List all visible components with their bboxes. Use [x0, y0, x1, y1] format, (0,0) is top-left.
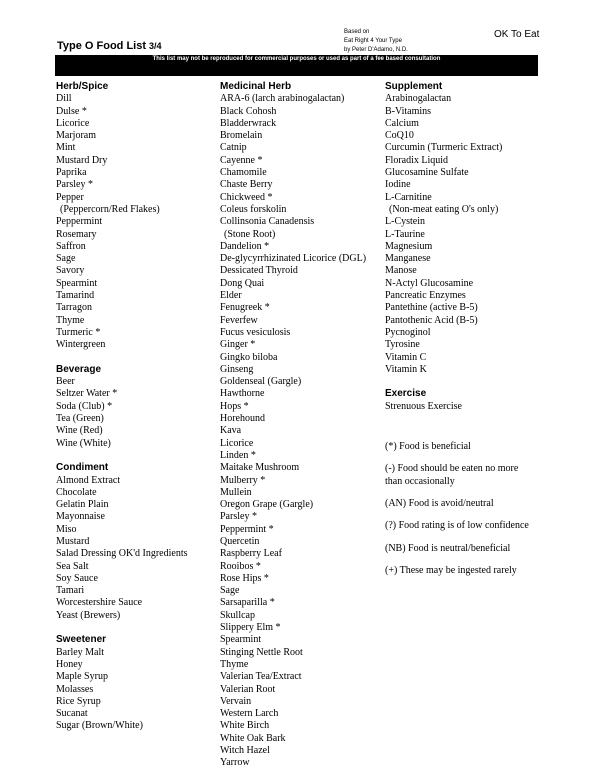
list-item: Feverfew	[220, 314, 258, 326]
copyright-banner: This list may not be reproduced for commercial purposes or used as part of a fee based consultation	[55, 55, 538, 76]
list-item: Licorice	[56, 117, 90, 129]
list-item: Pepper	[56, 191, 84, 203]
column-3-sections	[385, 81, 535, 413]
list-item: Pantothenic Acid (B-5)	[385, 314, 478, 326]
list-item: Mulberry *	[220, 474, 266, 486]
list-item: Dandelion *	[220, 240, 270, 252]
section-sweetener	[56, 634, 216, 732]
list-item: Black Cohosh	[220, 105, 277, 117]
list-item: B-Vitamins	[385, 105, 432, 117]
list-item: Saffron	[56, 240, 86, 252]
list-item: Goldenseal (Gargle)	[220, 376, 302, 388]
list-item: L-Taurine	[385, 228, 425, 240]
list-item: Dill	[56, 93, 72, 105]
list-item: Dong Quai	[220, 277, 265, 289]
list-item: Kava	[220, 425, 242, 437]
list-item: Chamomile	[220, 167, 267, 179]
list-item: L-Cystein	[385, 216, 425, 228]
section-heading: Supplement	[385, 81, 443, 92]
list-item: Parsley *	[220, 511, 257, 523]
list-item: Rice Syrup	[56, 695, 101, 707]
list-item: Pycnoginol	[385, 326, 431, 338]
list-item: CoQ10	[385, 130, 414, 142]
list-item: Fenugreek *	[220, 302, 270, 314]
list-item: Maple Syrup	[56, 671, 108, 683]
list-item: Bladderwrack	[220, 117, 277, 129]
list-item: Elder	[220, 290, 242, 302]
list-item: Sage	[220, 585, 240, 597]
section-beverage	[56, 364, 216, 450]
column-2	[220, 81, 382, 782]
list-item: Tarragon	[56, 302, 92, 314]
list-item: Peppermint	[56, 216, 103, 228]
section-condiment	[56, 462, 216, 622]
list-item: Sucanat	[56, 708, 88, 720]
legend-note: (+) These may be ingested rarely	[385, 564, 517, 576]
section-medicinal-herb	[220, 81, 382, 770]
list-item: Peppermint *	[220, 523, 274, 535]
based-on-line: by Peter D'Adamo, N.D.	[344, 47, 408, 53]
list-item: Coleus forskolin	[220, 203, 287, 215]
list-item: Soy Sauce	[56, 572, 98, 584]
section-heading: Exercise	[385, 388, 427, 400]
list-item: Witch Hazel	[220, 745, 270, 757]
section-heading: Beverage	[56, 363, 102, 375]
list-item: Seltzer Water *	[56, 388, 118, 400]
ok-to-eat-label: OK To Eat	[494, 29, 540, 40]
column-1	[56, 81, 216, 745]
list-item: (Stone Root)	[224, 228, 276, 240]
list-item: Ginseng	[220, 363, 254, 375]
section-supplement	[385, 81, 535, 376]
list-item: Spearmint	[56, 277, 98, 289]
list-item: Bromelain	[220, 130, 263, 142]
list-item: Yarrow	[220, 757, 250, 769]
section-heading: Condiment	[56, 462, 109, 474]
list-item: Thyme	[220, 658, 249, 670]
list-item: Barley Malt	[56, 646, 105, 658]
list-item: Mustard	[56, 535, 90, 547]
list-item: Yeast (Brewers)	[56, 609, 121, 621]
list-item: White Oak Bark	[220, 732, 286, 744]
list-item: White Birch	[220, 720, 270, 732]
list-item: Rooibos *	[220, 560, 261, 572]
legend	[385, 441, 535, 577]
list-item: Almond Extract	[56, 474, 121, 486]
list-item: Valerian Root	[220, 683, 276, 695]
list-item: Fucus vesiculosis	[220, 326, 291, 338]
list-item: Mullein	[220, 486, 252, 498]
list-item: Molasses	[56, 683, 94, 695]
list-item: Mustard Dry	[56, 154, 108, 166]
list-item: Sugar (Brown/White)	[56, 720, 143, 732]
legend-note: (AN) Food is avoid/neutral	[385, 497, 494, 509]
list-item: Chaste Berry	[220, 179, 273, 191]
list-item: Rose Hips *	[220, 572, 269, 584]
list-item: Hawthorne	[220, 388, 265, 400]
list-item: Vitamin K	[385, 363, 427, 375]
list-item: Ginger *	[220, 339, 256, 351]
list-item: Spearmint	[220, 634, 262, 646]
legend-note: (*) Food is beneficial	[385, 441, 471, 453]
list-item: Magnesium	[385, 240, 433, 252]
list-item: Wine (White)	[56, 437, 111, 449]
list-item: Glucosamine Sulfate	[385, 167, 469, 179]
list-item: Quercetin	[220, 535, 260, 547]
list-item: Pancreatic Enzymes	[385, 290, 466, 302]
section-heading: Sweetener	[56, 634, 107, 646]
list-item: (Peppercorn/Red Flakes)	[60, 203, 160, 215]
list-item: Curcumin (Turmeric Extract)	[385, 142, 503, 154]
legend-note: (?) Food rating is of low confidence	[385, 520, 529, 532]
list-item: Slippery Elm *	[220, 622, 281, 634]
list-item: Sea Salt	[56, 560, 89, 572]
list-item: Tamari	[56, 585, 85, 597]
list-item: Wintergreen	[56, 339, 106, 351]
section-exercise	[385, 388, 535, 413]
list-item: Collinsonia Canadensis	[220, 216, 315, 228]
list-item: Hops *	[220, 400, 249, 412]
list-item: Horehound	[220, 413, 265, 425]
list-item: Raspberry Leaf	[220, 548, 282, 560]
list-item: Linden *	[220, 449, 256, 461]
legend-note: (NB) Food is neutral/beneficial	[385, 542, 511, 554]
list-item: Gingko biloba	[220, 351, 278, 363]
list-item: N-Actyl Glucosamine	[385, 277, 474, 289]
list-item: Soda (Club) *	[56, 400, 113, 412]
title-text: Type O Food List	[57, 40, 147, 52]
list-item: L-Carnitine	[385, 191, 432, 203]
list-item: Chickweed *	[220, 191, 273, 203]
list-item: Tyrosine	[385, 339, 420, 351]
list-item: Licorice	[220, 437, 254, 449]
list-item: Skullcap	[220, 609, 255, 621]
list-item: Rosemary	[56, 228, 97, 240]
page-number: 3/4	[149, 41, 162, 51]
list-item: (Non-meat eating O's only)	[389, 203, 499, 215]
list-item: Thyme	[56, 314, 85, 326]
list-item: Stinging Nettle Root	[220, 646, 303, 658]
list-item: Valerian Tea/Extract	[220, 671, 302, 683]
list-item: Manganese	[385, 253, 431, 265]
list-item: Arabinogalactan	[385, 93, 452, 105]
section-heading: Herb/Spice	[56, 81, 109, 92]
section-heading: Medicinal Herb	[220, 81, 292, 92]
list-item: Parsley *	[56, 179, 93, 191]
based-on-line: Eat Right 4 Your Type	[344, 38, 402, 44]
list-item: Wine (Red)	[56, 425, 103, 437]
list-item: Gelatin Plain	[56, 499, 109, 511]
legend-note: (-) Food should be eaten no more than occasionally	[385, 463, 519, 487]
based-on-note	[344, 28, 408, 55]
list-item: De-glycyrrhizinated Licorice (DGL)	[220, 253, 367, 265]
column-3	[385, 81, 535, 587]
list-item: Savory	[56, 265, 85, 277]
list-item: Manose	[385, 265, 417, 277]
list-item: Chocolate	[56, 486, 97, 498]
list-item: Sage	[56, 253, 76, 265]
list-item: Dulse *	[56, 105, 87, 117]
list-item: Salad Dressing OK'd Ingredients	[56, 548, 188, 560]
list-item: Floradix Liquid	[385, 154, 449, 166]
list-item: Sarsaparilla *	[220, 597, 275, 609]
list-item: Cayenne *	[220, 154, 263, 166]
list-item: Paprika	[56, 167, 87, 179]
list-item: Honey	[56, 658, 83, 670]
list-item: Catnip	[220, 142, 247, 154]
list-item: Miso	[56, 523, 77, 535]
page-title	[57, 40, 162, 52]
list-item: Oregon Grape (Gargle)	[220, 499, 314, 511]
list-item: Maitake Mushroom	[220, 462, 300, 474]
list-item: Beer	[56, 376, 75, 388]
list-item: Marjoram	[56, 130, 96, 142]
based-on-line: Based on	[344, 29, 370, 35]
list-item: Pantethine (active B-5)	[385, 302, 478, 314]
list-item: Tea (Green)	[56, 413, 104, 425]
list-item: Worcestershire Sauce	[56, 597, 143, 609]
list-item: Calcium	[385, 117, 419, 129]
list-item: Tamarind	[56, 290, 95, 302]
list-item: Turmeric *	[56, 326, 101, 338]
list-item: Strenuous Exercise	[385, 400, 462, 412]
list-item: Iodine	[385, 179, 411, 191]
section-herb-spice	[56, 81, 216, 352]
list-item: Vervain	[220, 695, 252, 707]
list-item: Mayonnaise	[56, 511, 105, 523]
list-item: Vitamin C	[385, 351, 427, 363]
list-item: Western Larch	[220, 708, 279, 720]
list-item: ARA-6 (larch arabinogalactan)	[220, 93, 345, 105]
list-item: Mint	[56, 142, 76, 154]
list-item: Dessicated Thyroid	[220, 265, 298, 277]
